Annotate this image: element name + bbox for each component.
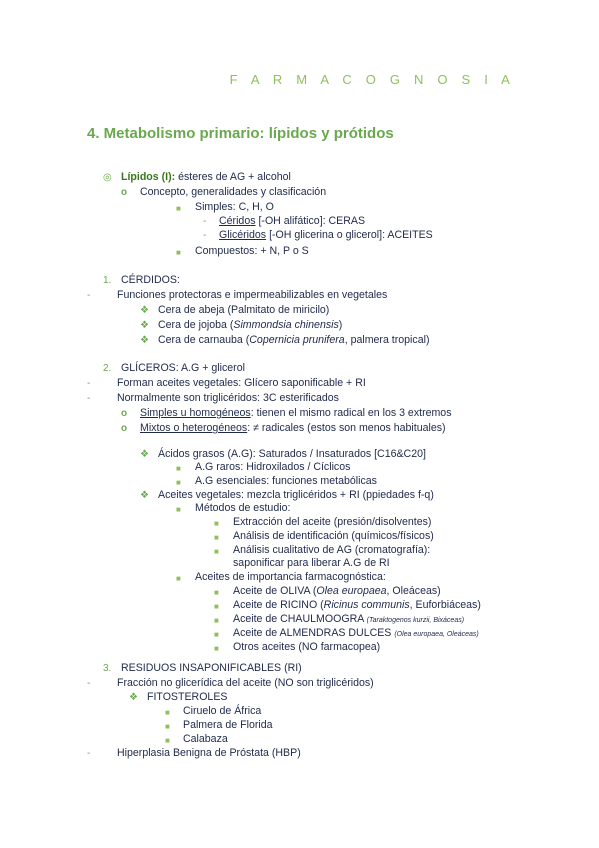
square-bullet-icon: ■: [214, 533, 219, 542]
aceite-oliva-b: , Oleáceas): [386, 585, 441, 597]
square-bullet-icon: ■: [214, 630, 219, 639]
mixtos-term: Mixtos o heterogéneos: [140, 422, 248, 434]
section-3-number: 3.: [103, 663, 112, 674]
lipidos-rest: ésteres de AG + alcohol: [178, 171, 291, 183]
cerido-rest: [-OH alifático]: CERAS: [258, 215, 366, 227]
normalmente-line: Normalmente son triglicéridos: 3C esterificados: [117, 392, 339, 404]
cera-jojoba-b: ): [338, 319, 343, 331]
diamond-bullet-icon: ❖: [140, 335, 149, 346]
fitosteroles-line: FITOSTEROLES: [147, 691, 228, 703]
cera-jojoba-a: Cera de jojoba (: [158, 319, 234, 331]
aceite-oliva-a: Aceite de OLIVA (: [233, 585, 317, 597]
o-bullet-icon: o: [121, 187, 128, 198]
diamond-bullet-icon: ❖: [140, 490, 149, 501]
cerido-term: Céridos: [219, 215, 256, 227]
aceite-ricino-b: , Euforbiáceas): [409, 599, 481, 611]
square-bullet-icon: ■: [214, 616, 219, 625]
aceite-chaulmoogra-a: Aceite de CHAULMOOGRA: [233, 613, 367, 625]
aceite-ricino-a: Aceite de RICINO (: [233, 599, 324, 611]
diamond-bullet-icon: ❖: [140, 320, 149, 331]
metodo-cualitativo-cont: saponificar para liberar A.G de RI: [233, 557, 390, 569]
cera-abeja: Cera de abeja (Palmitato de miricilo): [158, 304, 330, 316]
square-bullet-icon: ■: [165, 722, 170, 731]
square-bullet-icon: ■: [165, 736, 170, 745]
aceite-oliva: [233, 585, 441, 598]
square-bullet-icon: ■: [176, 248, 181, 257]
simples-homogeneos-line: [140, 407, 452, 420]
simples-homogeneos-term: Simples u homogéneos: [140, 407, 251, 419]
square-bullet-icon: ■: [176, 478, 181, 487]
metodo-cualitativo: Análisis cualitativo de AG (cromatografía):: [233, 544, 431, 556]
mixtos-line: [140, 422, 446, 435]
metodo-extraccion: Extracción del aceite (presión/disolventes): [233, 516, 432, 528]
glicerido-rest: [-OH glicerina o glicerol]: ACEITES: [269, 229, 433, 241]
metodos-line: Métodos de estudio:: [195, 502, 291, 514]
section-2-number: 2.: [103, 363, 112, 374]
ag-raros-line: A.G raros: Hidroxilados / Cíclicos: [195, 461, 351, 473]
diamond-bullet-icon: ❖: [129, 692, 138, 703]
aceite-ricino-species: Ricinus communis: [323, 599, 410, 611]
o-bullet-icon: o: [121, 408, 128, 419]
square-bullet-icon: ■: [165, 708, 170, 717]
dash-icon: -: [203, 230, 207, 241]
aceite-chaulmoogra: [233, 613, 464, 627]
importancia-line: Aceites de importancia farmacognóstica:: [195, 571, 386, 583]
square-bullet-icon: ■: [214, 644, 219, 653]
lipidos-label: Lípidos (I):: [121, 171, 176, 183]
cera-carnauba-b: , palmera tropical): [344, 334, 430, 346]
square-bullet-icon: ■: [176, 464, 181, 473]
section-1-number: 1.: [103, 275, 112, 286]
aceite-almendras-a: Aceite de ALMENDRAS DULCES: [233, 627, 395, 639]
dash-icon: -: [87, 678, 91, 689]
fitosterol-calabaza: Calabaza: [183, 733, 228, 745]
square-bullet-icon: ■: [214, 602, 219, 611]
aceite-ricino: [233, 599, 481, 612]
aceite-almendras: [233, 627, 479, 641]
funciones-line: Funciones protectoras e impermeabilizables en vegetales: [117, 289, 388, 301]
dash-icon: -: [87, 378, 91, 389]
section-2-heading: GLÍCEROS: A.G + glicerol: [121, 362, 245, 374]
dash-icon: -: [87, 393, 91, 404]
aceite-oliva-species: Olea europaea: [316, 585, 387, 597]
section-1-heading: CÉRDIDOS:: [121, 274, 180, 286]
acidos-grasos-line: Ácidos grasos (A.G): Saturados / Insaturados [C16&C20]: [158, 448, 426, 460]
section-3-heading: RESIDUOS INSAPONIFICABLES (RI): [121, 662, 302, 674]
ag-esenciales-line: A.G esenciales: funciones metabólicas: [195, 475, 377, 487]
circle-bullet-icon: ◎: [103, 172, 112, 183]
o-bullet-icon: o: [121, 423, 128, 434]
page-header: F A R M A C O G N O S I A: [229, 72, 515, 87]
lipidos-line: [121, 171, 291, 184]
metodo-identificacion: Análisis de identificación (químicos/físicos): [233, 530, 434, 542]
cera-carnauba-a: Cera de carnauba (: [158, 334, 250, 346]
compuestos-line: Compuestos: + N, P o S: [195, 245, 309, 257]
otros-aceites: Otros aceites (NO farmacopea): [233, 641, 381, 653]
simples-line: Simples: C, H, O: [195, 201, 274, 213]
glicerido-term: Glicéridos: [219, 229, 267, 241]
fraccion-line: Fracción no glicerídica del aceite (NO son triglicéridos): [117, 677, 374, 689]
square-bullet-icon: ■: [176, 505, 181, 514]
cerido-line: [219, 215, 365, 228]
simples-homogeneos-rest: : tienen el mismo radical en los 3 extremos: [250, 407, 452, 419]
aceites-vegetales-line: Aceites vegetales: mezcla triglicéridos + RI (ppiedades f-q): [158, 489, 434, 501]
diamond-bullet-icon: ❖: [140, 305, 149, 316]
dash-icon: -: [203, 216, 207, 227]
fitosterol-ciruelo: Ciruelo de África: [183, 705, 262, 717]
diamond-bullet-icon: ❖: [140, 449, 149, 460]
dash-icon: -: [87, 748, 91, 759]
glicerido-line: [219, 229, 433, 242]
square-bullet-icon: ■: [176, 204, 181, 213]
forman-line: Forman aceites vegetales: Glícero saponificable + RI: [117, 377, 366, 389]
aceite-chaulmoogra-species: (Taraktogenos kurzii, Bixáceas): [366, 617, 465, 624]
mixtos-rest: : ≠ radicales (estos son menos habituales): [247, 422, 446, 434]
hbp-line: Hiperplasia Benigna de Próstata (HBP): [117, 747, 301, 759]
square-bullet-icon: ■: [214, 547, 219, 556]
fitosterol-palmera: Palmera de Florida: [183, 719, 273, 731]
square-bullet-icon: ■: [176, 574, 181, 583]
square-bullet-icon: ■: [214, 588, 219, 597]
cera-jojoba: [158, 319, 342, 332]
concepto-line: Concepto, generalidades y clasificación: [140, 186, 327, 198]
dash-icon: -: [87, 290, 91, 301]
section-title: 4. Metabolismo primario: lípidos y prótidos: [87, 125, 394, 142]
cera-carnauba: [158, 334, 429, 347]
aceite-almendras-species: (Olea europaea, Oleáceas): [394, 631, 479, 638]
square-bullet-icon: ■: [214, 519, 219, 528]
cera-jojoba-species: Simmondsia chinensis: [233, 319, 339, 331]
cera-carnauba-species: Copernicia prunifera: [249, 334, 345, 346]
